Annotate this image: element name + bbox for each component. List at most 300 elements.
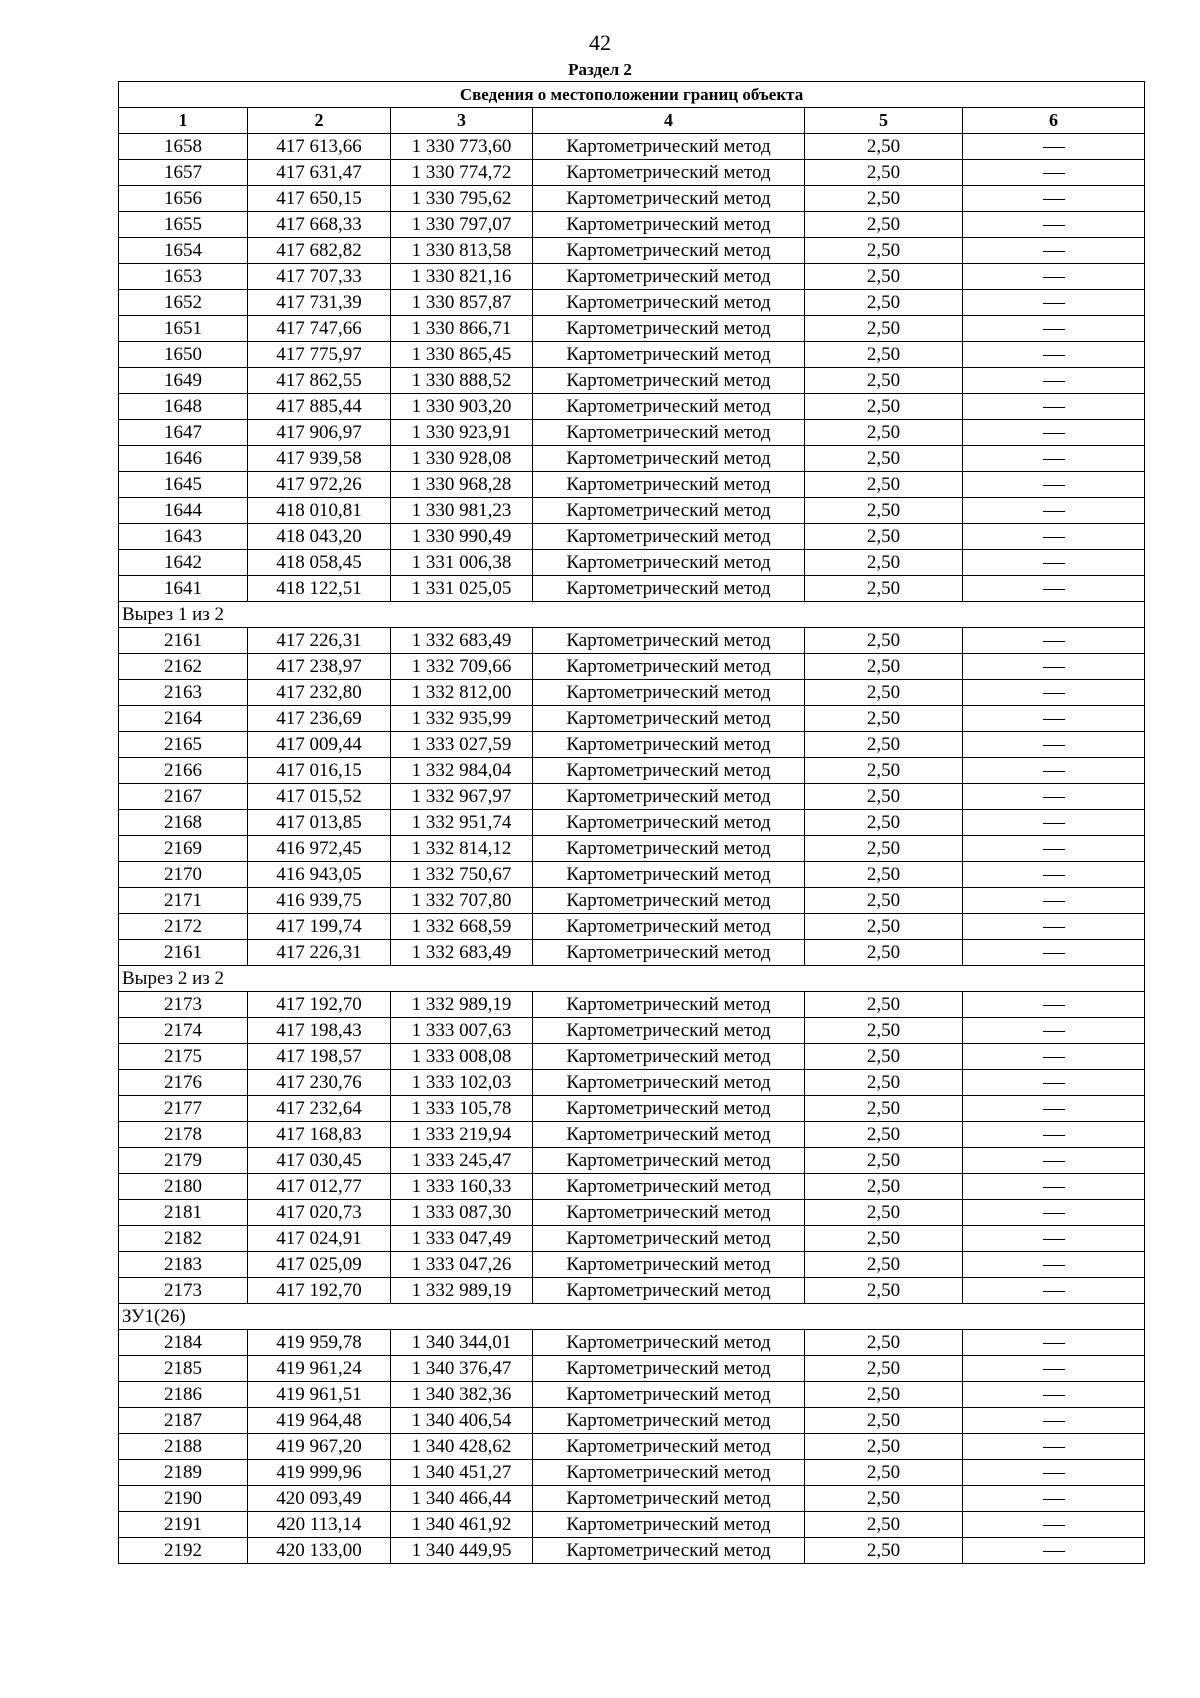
dash-mark	[1043, 693, 1065, 694]
accuracy-cell: 2,50	[805, 134, 963, 160]
accuracy-cell: 2,50	[805, 576, 963, 602]
point-number-cell: 2178	[119, 1122, 248, 1148]
x-coordinate-cell: 419 959,78	[248, 1330, 391, 1356]
x-coordinate-cell: 417 668,33	[248, 212, 391, 238]
x-coordinate-cell: 420 093,49	[248, 1486, 391, 1512]
description-cell	[963, 342, 1145, 368]
x-coordinate-cell: 417 747,66	[248, 316, 391, 342]
description-cell	[963, 1330, 1145, 1356]
description-cell	[963, 472, 1145, 498]
y-coordinate-cell: 1 330 795,62	[391, 186, 533, 212]
table-row	[119, 680, 1145, 706]
x-coordinate-cell: 419 961,51	[248, 1382, 391, 1408]
y-coordinate-cell: 1 340 376,47	[391, 1356, 533, 1382]
method-cell: Картометрический метод	[533, 1096, 805, 1122]
method-cell: Картометрический метод	[533, 134, 805, 160]
accuracy-cell: 2,50	[805, 550, 963, 576]
point-number-cell: 2177	[119, 1096, 248, 1122]
point-number-cell: 2173	[119, 1278, 248, 1304]
table-row	[119, 186, 1145, 212]
table-row	[119, 238, 1145, 264]
table-row	[119, 524, 1145, 550]
table-row	[119, 1278, 1145, 1304]
accuracy-cell: 2,50	[805, 238, 963, 264]
accuracy-cell: 2,50	[805, 888, 963, 914]
dash-mark	[1043, 1213, 1065, 1214]
accuracy-cell: 2,50	[805, 446, 963, 472]
accuracy-cell: 2,50	[805, 472, 963, 498]
y-coordinate-cell: 1 340 344,01	[391, 1330, 533, 1356]
y-coordinate-cell: 1 332 989,19	[391, 992, 533, 1018]
table-row	[119, 1226, 1145, 1252]
method-cell: Картометрический метод	[533, 1044, 805, 1070]
x-coordinate-cell: 418 122,51	[248, 576, 391, 602]
x-coordinate-cell: 419 964,48	[248, 1408, 391, 1434]
accuracy-cell: 2,50	[805, 1122, 963, 1148]
table-row	[119, 342, 1145, 368]
x-coordinate-cell: 417 885,44	[248, 394, 391, 420]
dash-mark	[1043, 1109, 1065, 1110]
table-row	[119, 498, 1145, 524]
description-cell	[963, 524, 1145, 550]
method-cell: Картометрический метод	[533, 1330, 805, 1356]
description-cell	[963, 888, 1145, 914]
accuracy-cell: 2,50	[805, 1538, 963, 1564]
accuracy-cell: 2,50	[805, 914, 963, 940]
method-cell: Картометрический метод	[533, 420, 805, 446]
method-cell: Картометрический метод	[533, 394, 805, 420]
accuracy-cell: 2,50	[805, 1044, 963, 1070]
description-cell	[963, 368, 1145, 394]
table-body	[119, 82, 1145, 1564]
y-coordinate-cell: 1 340 382,36	[391, 1382, 533, 1408]
accuracy-cell: 2,50	[805, 1460, 963, 1486]
dash-mark	[1043, 1135, 1065, 1136]
table-row	[119, 654, 1145, 680]
method-cell: Картометрический метод	[533, 992, 805, 1018]
point-number-cell: 1658	[119, 134, 248, 160]
x-coordinate-cell: 417 230,76	[248, 1070, 391, 1096]
y-coordinate-cell: 1 330 774,72	[391, 160, 533, 186]
description-cell	[963, 1096, 1145, 1122]
dash-mark	[1043, 1447, 1065, 1448]
dash-mark	[1043, 823, 1065, 824]
table-row	[119, 940, 1145, 966]
x-coordinate-cell: 418 058,45	[248, 550, 391, 576]
table-row	[119, 836, 1145, 862]
boundary-coordinates-table	[118, 81, 1145, 1564]
dash-mark	[1043, 433, 1065, 434]
accuracy-cell: 2,50	[805, 810, 963, 836]
dash-mark	[1043, 1057, 1065, 1058]
table-row	[119, 784, 1145, 810]
x-coordinate-cell: 417 232,64	[248, 1096, 391, 1122]
table-row	[119, 446, 1145, 472]
x-coordinate-cell: 417 775,97	[248, 342, 391, 368]
x-coordinate-cell: 416 972,45	[248, 836, 391, 862]
description-cell	[963, 550, 1145, 576]
table-row	[119, 1174, 1145, 1200]
description-cell	[963, 316, 1145, 342]
point-number-cell: 2166	[119, 758, 248, 784]
description-cell	[963, 498, 1145, 524]
x-coordinate-cell: 417 192,70	[248, 992, 391, 1018]
point-number-cell: 2186	[119, 1382, 248, 1408]
point-number-cell: 2183	[119, 1252, 248, 1278]
x-coordinate-cell: 417 613,66	[248, 134, 391, 160]
description-cell	[963, 290, 1145, 316]
dash-mark	[1043, 667, 1065, 668]
description-cell	[963, 1252, 1145, 1278]
y-coordinate-cell: 1 330 866,71	[391, 316, 533, 342]
method-cell: Картометрический метод	[533, 472, 805, 498]
method-cell: Картометрический метод	[533, 706, 805, 732]
y-coordinate-cell: 1 330 990,49	[391, 524, 533, 550]
point-number-cell: 2161	[119, 628, 248, 654]
point-number-cell: 1642	[119, 550, 248, 576]
dash-mark	[1043, 381, 1065, 382]
point-number-cell: 2191	[119, 1512, 248, 1538]
dash-mark	[1043, 147, 1065, 148]
point-number-cell: 2182	[119, 1226, 248, 1252]
description-cell	[963, 186, 1145, 212]
description-cell	[963, 576, 1145, 602]
method-cell: Картометрический метод	[533, 576, 805, 602]
x-coordinate-cell: 417 731,39	[248, 290, 391, 316]
x-coordinate-cell: 417 862,55	[248, 368, 391, 394]
table-row	[119, 394, 1145, 420]
accuracy-cell: 2,50	[805, 680, 963, 706]
method-cell: Картометрический метод	[533, 810, 805, 836]
group-label-row	[119, 966, 1145, 992]
y-coordinate-cell: 1 332 989,19	[391, 1278, 533, 1304]
y-coordinate-cell: 1 333 105,78	[391, 1096, 533, 1122]
method-cell: Картометрический метод	[533, 888, 805, 914]
dash-mark	[1043, 407, 1065, 408]
method-cell: Картометрический метод	[533, 316, 805, 342]
method-cell: Картометрический метод	[533, 680, 805, 706]
point-number-cell: 2173	[119, 992, 248, 1018]
accuracy-cell: 2,50	[805, 342, 963, 368]
description-cell	[963, 420, 1145, 446]
column-number-1: 1	[119, 108, 248, 134]
x-coordinate-cell: 417 015,52	[248, 784, 391, 810]
dash-mark	[1043, 927, 1065, 928]
x-coordinate-cell: 417 009,44	[248, 732, 391, 758]
point-number-cell: 2188	[119, 1434, 248, 1460]
x-coordinate-cell: 417 016,15	[248, 758, 391, 784]
table-row	[119, 1070, 1145, 1096]
table-caption: Сведения о местоположении границ объекта	[119, 82, 1145, 108]
y-coordinate-cell: 1 332 707,80	[391, 888, 533, 914]
accuracy-cell: 2,50	[805, 212, 963, 238]
accuracy-cell: 2,50	[805, 1330, 963, 1356]
table-row	[119, 1434, 1145, 1460]
method-cell: Картометрический метод	[533, 940, 805, 966]
x-coordinate-cell: 418 010,81	[248, 498, 391, 524]
x-coordinate-cell: 418 043,20	[248, 524, 391, 550]
method-cell: Картометрический метод	[533, 1252, 805, 1278]
dash-mark	[1043, 719, 1065, 720]
description-cell	[963, 654, 1145, 680]
point-number-cell: 2185	[119, 1356, 248, 1382]
caption-row	[119, 82, 1145, 108]
method-cell: Картометрический метод	[533, 524, 805, 550]
accuracy-cell: 2,50	[805, 628, 963, 654]
description-cell	[963, 1382, 1145, 1408]
dash-mark	[1043, 329, 1065, 330]
point-number-cell: 2169	[119, 836, 248, 862]
table-row	[119, 576, 1145, 602]
group-label: Вырез 1 из 2	[119, 602, 1145, 628]
table-row	[119, 212, 1145, 238]
y-coordinate-cell: 1 330 981,23	[391, 498, 533, 524]
accuracy-cell: 2,50	[805, 758, 963, 784]
description-cell	[963, 1226, 1145, 1252]
accuracy-cell: 2,50	[805, 524, 963, 550]
x-coordinate-cell: 417 030,45	[248, 1148, 391, 1174]
table-row	[119, 628, 1145, 654]
column-number-3: 3	[391, 108, 533, 134]
y-coordinate-cell: 1 330 797,07	[391, 212, 533, 238]
accuracy-cell: 2,50	[805, 732, 963, 758]
point-number-cell: 2163	[119, 680, 248, 706]
accuracy-cell: 2,50	[805, 394, 963, 420]
x-coordinate-cell: 416 939,75	[248, 888, 391, 914]
point-number-cell: 1649	[119, 368, 248, 394]
y-coordinate-cell: 1 330 968,28	[391, 472, 533, 498]
method-cell: Картометрический метод	[533, 1018, 805, 1044]
dash-mark	[1043, 1005, 1065, 1006]
point-number-cell: 1653	[119, 264, 248, 290]
accuracy-cell: 2,50	[805, 420, 963, 446]
point-number-cell: 2165	[119, 732, 248, 758]
dash-mark	[1043, 953, 1065, 954]
x-coordinate-cell: 417 024,91	[248, 1226, 391, 1252]
column-number-4: 4	[533, 108, 805, 134]
table-row	[119, 1148, 1145, 1174]
table-row	[119, 160, 1145, 186]
y-coordinate-cell: 1 332 683,49	[391, 628, 533, 654]
accuracy-cell: 2,50	[805, 1408, 963, 1434]
accuracy-cell: 2,50	[805, 836, 963, 862]
x-coordinate-cell: 420 133,00	[248, 1538, 391, 1564]
dash-mark	[1043, 303, 1065, 304]
method-cell: Картометрический метод	[533, 186, 805, 212]
point-number-cell: 2171	[119, 888, 248, 914]
dash-mark	[1043, 1083, 1065, 1084]
column-number-2: 2	[248, 108, 391, 134]
table-row	[119, 1200, 1145, 1226]
dash-mark	[1043, 225, 1065, 226]
y-coordinate-cell: 1 333 008,08	[391, 1044, 533, 1070]
dash-mark	[1043, 511, 1065, 512]
y-coordinate-cell: 1 333 102,03	[391, 1070, 533, 1096]
table-row	[119, 914, 1145, 940]
accuracy-cell: 2,50	[805, 1200, 963, 1226]
point-number-cell: 1654	[119, 238, 248, 264]
y-coordinate-cell: 1 333 219,94	[391, 1122, 533, 1148]
dash-mark	[1043, 277, 1065, 278]
description-cell	[963, 1044, 1145, 1070]
accuracy-cell: 2,50	[805, 368, 963, 394]
table-row	[119, 1096, 1145, 1122]
accuracy-cell: 2,50	[805, 992, 963, 1018]
x-coordinate-cell: 417 650,15	[248, 186, 391, 212]
dash-mark	[1043, 1187, 1065, 1188]
description-cell	[963, 1278, 1145, 1304]
point-number-cell: 1652	[119, 290, 248, 316]
point-number-cell: 1645	[119, 472, 248, 498]
y-coordinate-cell: 1 330 821,16	[391, 264, 533, 290]
y-coordinate-cell: 1 332 967,97	[391, 784, 533, 810]
description-cell	[963, 992, 1145, 1018]
method-cell: Картометрический метод	[533, 1174, 805, 1200]
dash-mark	[1043, 1031, 1065, 1032]
x-coordinate-cell: 417 238,97	[248, 654, 391, 680]
column-number-row	[119, 108, 1145, 134]
method-cell: Картометрический метод	[533, 1434, 805, 1460]
table-row	[119, 550, 1145, 576]
y-coordinate-cell: 1 332 984,04	[391, 758, 533, 784]
dash-mark	[1043, 901, 1065, 902]
table-row	[119, 706, 1145, 732]
accuracy-cell: 2,50	[805, 1486, 963, 1512]
description-cell	[963, 862, 1145, 888]
y-coordinate-cell: 1 340 428,62	[391, 1434, 533, 1460]
method-cell: Картометрический метод	[533, 732, 805, 758]
table-row	[119, 290, 1145, 316]
description-cell	[963, 1486, 1145, 1512]
point-number-cell: 1650	[119, 342, 248, 368]
accuracy-cell: 2,50	[805, 1512, 963, 1538]
accuracy-cell: 2,50	[805, 1148, 963, 1174]
dash-mark	[1043, 1291, 1065, 1292]
accuracy-cell: 2,50	[805, 1278, 963, 1304]
y-coordinate-cell: 1 332 750,67	[391, 862, 533, 888]
point-number-cell: 2164	[119, 706, 248, 732]
x-coordinate-cell: 417 168,83	[248, 1122, 391, 1148]
method-cell: Картометрический метод	[533, 160, 805, 186]
dash-mark	[1043, 1551, 1065, 1552]
table-row	[119, 1512, 1145, 1538]
y-coordinate-cell: 1 332 814,12	[391, 836, 533, 862]
dash-mark	[1043, 1473, 1065, 1474]
method-cell: Картометрический метод	[533, 1460, 805, 1486]
description-cell	[963, 212, 1145, 238]
accuracy-cell: 2,50	[805, 940, 963, 966]
dash-mark	[1043, 797, 1065, 798]
y-coordinate-cell: 1 333 160,33	[391, 1174, 533, 1200]
x-coordinate-cell: 417 232,80	[248, 680, 391, 706]
dash-mark	[1043, 1369, 1065, 1370]
point-number-cell: 1656	[119, 186, 248, 212]
method-cell: Картометрический метод	[533, 1226, 805, 1252]
method-cell: Картометрический метод	[533, 1512, 805, 1538]
x-coordinate-cell: 417 020,73	[248, 1200, 391, 1226]
point-number-cell: 2179	[119, 1148, 248, 1174]
method-cell: Картометрический метод	[533, 628, 805, 654]
accuracy-cell: 2,50	[805, 706, 963, 732]
accuracy-cell: 2,50	[805, 316, 963, 342]
description-cell	[963, 706, 1145, 732]
method-cell: Картометрический метод	[533, 1278, 805, 1304]
y-coordinate-cell: 1 332 709,66	[391, 654, 533, 680]
accuracy-cell: 2,50	[805, 1382, 963, 1408]
accuracy-cell: 2,50	[805, 160, 963, 186]
accuracy-cell: 2,50	[805, 290, 963, 316]
table-row	[119, 1486, 1145, 1512]
description-cell	[963, 914, 1145, 940]
x-coordinate-cell: 417 013,85	[248, 810, 391, 836]
y-coordinate-cell: 1 331 006,38	[391, 550, 533, 576]
table-row	[119, 264, 1145, 290]
accuracy-cell: 2,50	[805, 264, 963, 290]
section-title: Раздел 2	[568, 60, 632, 79]
group-label: ЗУ1(26)	[119, 1304, 1145, 1330]
method-cell: Картометрический метод	[533, 290, 805, 316]
method-cell: Картометрический метод	[533, 238, 805, 264]
point-number-cell: 2174	[119, 1018, 248, 1044]
point-number-cell: 2189	[119, 1460, 248, 1486]
method-cell: Картометрический метод	[533, 1356, 805, 1382]
y-coordinate-cell: 1 340 451,27	[391, 1460, 533, 1486]
x-coordinate-cell: 417 192,70	[248, 1278, 391, 1304]
dash-mark	[1043, 199, 1065, 200]
accuracy-cell: 2,50	[805, 1018, 963, 1044]
description-cell	[963, 1356, 1145, 1382]
group-label: Вырез 2 из 2	[119, 966, 1145, 992]
table-row	[119, 1018, 1145, 1044]
point-number-cell: 2161	[119, 940, 248, 966]
description-cell	[963, 160, 1145, 186]
description-cell	[963, 810, 1145, 836]
dash-mark	[1043, 537, 1065, 538]
dash-mark	[1043, 355, 1065, 356]
column-number-5: 5	[805, 108, 963, 134]
description-cell	[963, 1538, 1145, 1564]
method-cell: Картометрический метод	[533, 1070, 805, 1096]
table-row	[119, 1538, 1145, 1564]
point-number-cell: 2175	[119, 1044, 248, 1070]
dash-mark	[1043, 251, 1065, 252]
x-coordinate-cell: 417 226,31	[248, 628, 391, 654]
accuracy-cell: 2,50	[805, 1356, 963, 1382]
y-coordinate-cell: 1 332 812,00	[391, 680, 533, 706]
method-cell: Картометрический метод	[533, 1382, 805, 1408]
dash-mark	[1043, 745, 1065, 746]
description-cell	[963, 1122, 1145, 1148]
description-cell	[963, 1148, 1145, 1174]
x-coordinate-cell: 417 682,82	[248, 238, 391, 264]
table-row	[119, 758, 1145, 784]
method-cell: Картометрический метод	[533, 1200, 805, 1226]
x-coordinate-cell: 419 961,24	[248, 1356, 391, 1382]
description-cell	[963, 836, 1145, 862]
y-coordinate-cell: 1 333 027,59	[391, 732, 533, 758]
y-coordinate-cell: 1 331 025,05	[391, 576, 533, 602]
dash-mark	[1043, 641, 1065, 642]
x-coordinate-cell: 419 999,96	[248, 1460, 391, 1486]
description-cell	[963, 732, 1145, 758]
y-coordinate-cell: 1 332 668,59	[391, 914, 533, 940]
description-cell	[963, 1070, 1145, 1096]
y-coordinate-cell: 1 333 087,30	[391, 1200, 533, 1226]
y-coordinate-cell: 1 340 449,95	[391, 1538, 533, 1564]
y-coordinate-cell: 1 332 683,49	[391, 940, 533, 966]
description-cell	[963, 1434, 1145, 1460]
accuracy-cell: 2,50	[805, 1096, 963, 1122]
